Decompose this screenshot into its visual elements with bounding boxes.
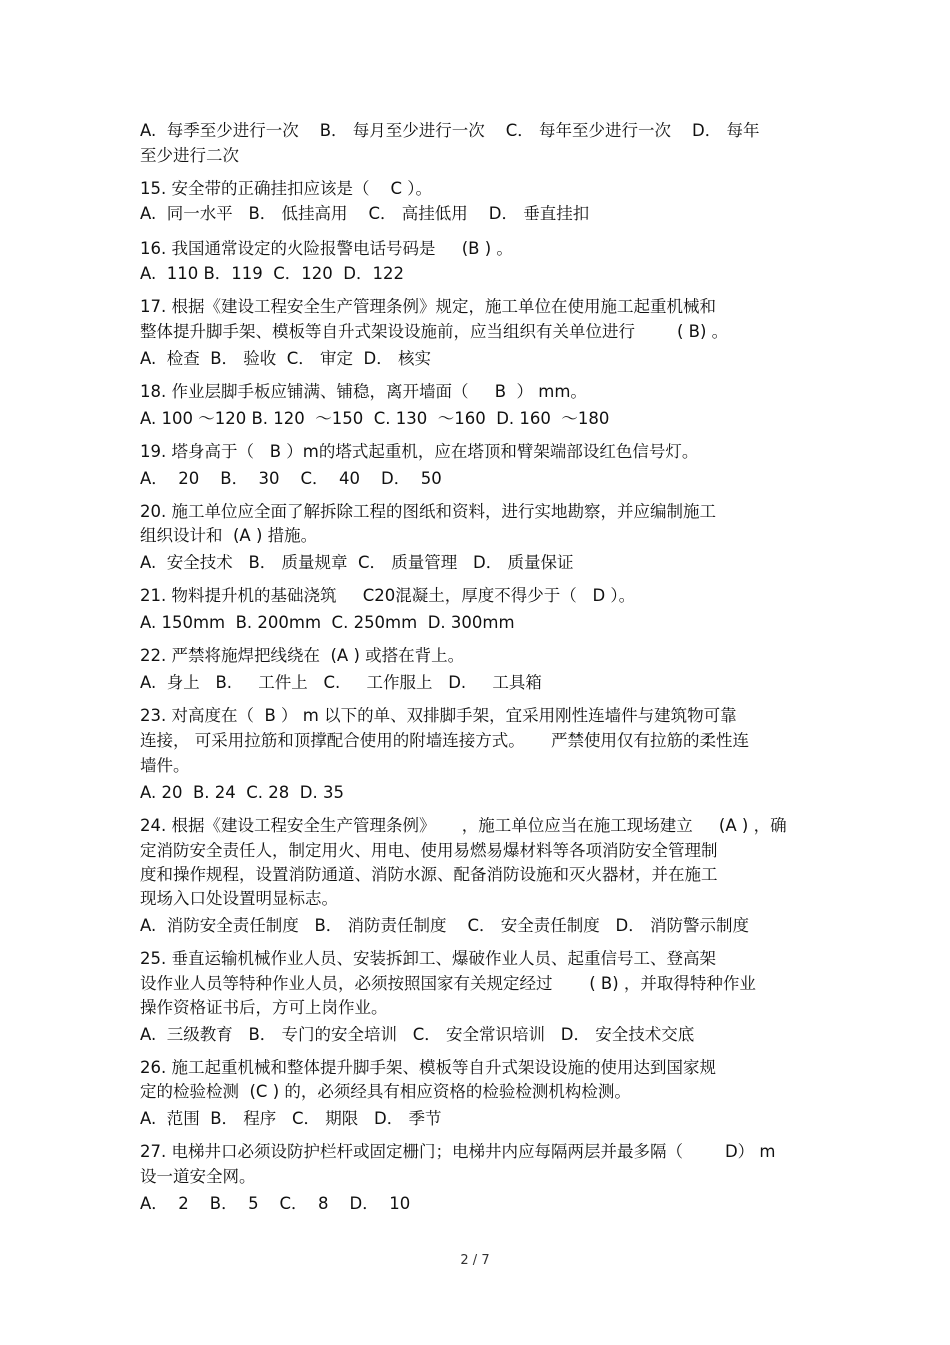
- question-23-text: 23. 对高度在（ B ） m 以下的单、双排脚手架，宜采用刚性连墙件与建筑物可靠: [140, 706, 737, 725]
- question-22-options: A. 身上 B. 工件上 C. 工作服上 D. 工具箱: [140, 673, 542, 692]
- question-14-options: A. 每季至少进行一次 B． 每月至少进行一次 C． 每年至少进行一次 D． 每年: [140, 121, 760, 140]
- question-26-text: 26. 施工起重机械和整体提升脚手架、模板等自升式架设设施的使用达到国家规: [140, 1058, 716, 1077]
- question-16-options: A. 110 B．119 C．120 D．122: [140, 264, 404, 283]
- question-23-text-cont: 连接， 可采用拉筋和顶撑配合使用的附墙连接方式。 严禁使用仅有拉筋的柔性连: [140, 731, 749, 750]
- question-17-text-cont: 整体提升脚手架、模板等自升式架设设施前，应当组织有关单位进行 ( B) 。: [140, 322, 729, 341]
- question-24-text: 24. 根据《建设工程安全生产管理条例》 ，施工单位应当在施工现场建立 (A ) ，确: [140, 816, 787, 835]
- question-14-options-cont: 至少进行二次: [140, 146, 239, 165]
- question-25-text-cont-2: 操作资格证书后，方可上岗作业。: [140, 998, 388, 1017]
- question-25-text-cont: 设作业人员等特种作业人员，必须按照国家有关规定经过 ( B) ，并取得特种作业: [140, 974, 756, 993]
- question-27-text: 27. 电梯井口必须设防护栏杆或固定栅门；电梯井内应每隔两层并最多隔（ D） m: [140, 1142, 776, 1161]
- question-20-text-cont: 组织设计和 (A ) 措施。: [140, 526, 318, 545]
- question-24-text-cont-3: 现场入口处设置明显标志。: [140, 889, 338, 908]
- question-17-options: A. 检查 B． 验收 C． 审定 D． 核实: [140, 349, 431, 368]
- question-22-text: 22. 严禁将施焊把线绕在 (A ) 或搭在背上。: [140, 646, 465, 665]
- question-25-text: 25. 垂直运输机械作业人员、安装拆卸工、爆破作业人员、起重信号工、登高架: [140, 949, 716, 968]
- page-number: 2 / 7: [460, 1253, 490, 1268]
- question-24-text-cont: 定消防安全责任人，制定用火、用电、使用易燃易爆材料等各项消防安全管理制: [140, 841, 718, 860]
- question-26-text-cont: 定的检验检测 (C ) 的，必须经具有相应资格的检验检测机构检测。: [140, 1082, 631, 1101]
- question-26-options: A. 范围 B． 程序 C． 期限 D． 季节: [140, 1109, 442, 1128]
- question-18-options: A. 100 ～120 B. 120 ～150 C. 130 ～160 D. 160 ～180: [140, 409, 610, 428]
- question-27-text-cont: 设一道安全网。: [140, 1167, 256, 1186]
- question-19-text: 19. 塔身高于（ B ）m的塔式起重机，应在塔顶和臂架端部设红色信号灯。: [140, 442, 699, 461]
- question-21-text: 21. 物料提升机的基础浇筑 C20混凝土，厚度不得少于（ D ）。: [140, 586, 636, 605]
- question-23-text-cont-2: 墙件。: [140, 756, 190, 775]
- question-20-options: A. 安全技术 B． 质量规章 C． 质量管理 D． 质量保证: [140, 553, 574, 572]
- question-27-options: A． 2 B． 5 C． 8 D． 10: [140, 1194, 411, 1213]
- question-24-options: A. 消防安全责任制度 B． 消防责任制度 C． 安全责任制度 D． 消防警示制度: [140, 916, 749, 935]
- question-17-text: 17. 根据《建设工程安全生产管理条例》规定，施工单位在使用施工起重机械和: [140, 297, 716, 316]
- question-20-text: 20. 施工单位应全面了解拆除工程的图纸和资料，进行实地勘察，并应编制施工: [140, 502, 716, 521]
- question-24-text-cont-2: 度和操作规程，设置消防通道、消防水源、配备消防设施和灭火器材，并在施工: [140, 865, 718, 884]
- question-15-options: A. 同一水平 B． 低挂高用 C． 高挂低用 D． 垂直挂扣: [140, 204, 590, 223]
- question-25-options: A. 三级教育 B． 专门的安全培训 C． 安全常识培训 D． 安全技术交底: [140, 1025, 695, 1044]
- question-16-text: 16. 我国通常设定的火险报警电话号码是 (B ) 。: [140, 239, 513, 258]
- question-18-text: 18. 作业层脚手板应铺满、铺稳，离开墙面（ B ） mm。: [140, 382, 587, 401]
- question-19-options: A． 20 B． 30 C． 40 D． 50: [140, 469, 442, 488]
- question-21-options: A. 150mm B. 200mm C. 250mm D. 300mm: [140, 613, 515, 632]
- question-23-options: A. 20 B. 24 C. 28 D. 35: [140, 783, 344, 802]
- question-15-text: 15. 安全带的正确挂扣应该是（ C ）。: [140, 179, 432, 198]
